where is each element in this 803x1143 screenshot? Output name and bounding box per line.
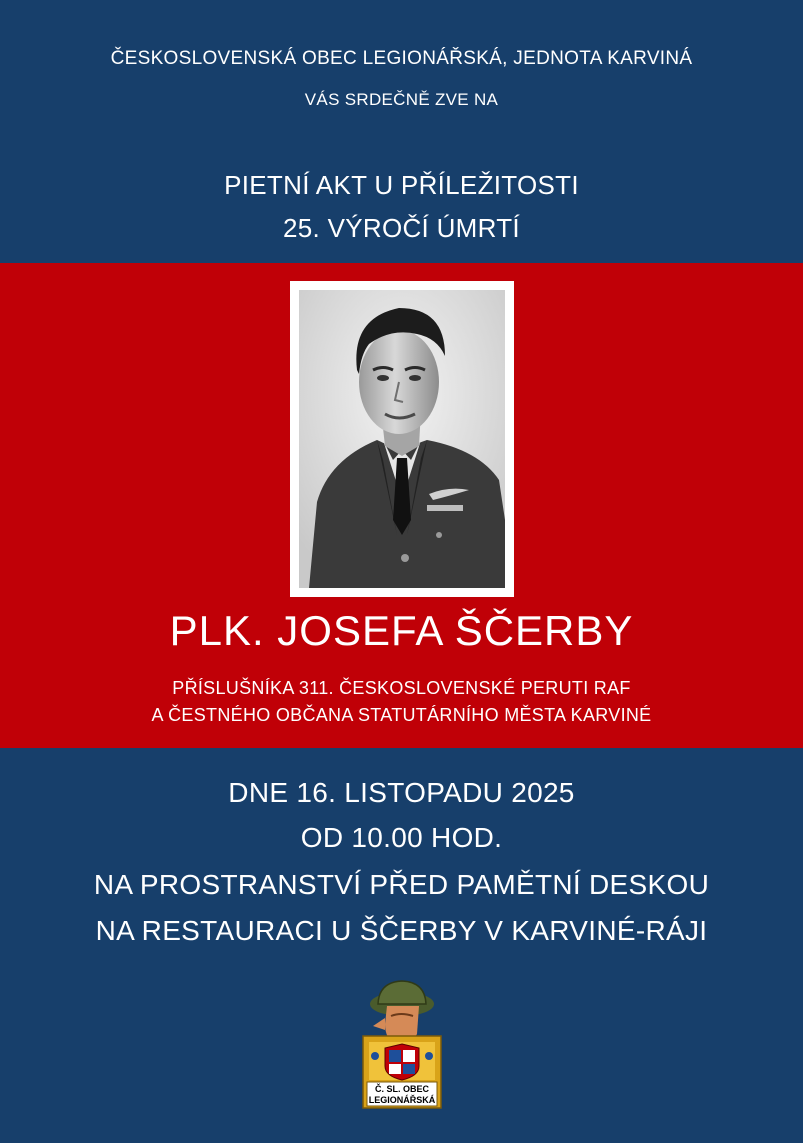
legion-emblem-icon xyxy=(361,978,443,1110)
logo-text-line1: Č. SL. OBEC xyxy=(374,1084,430,1094)
event-date: DNE 16. LISTOPADU 2025 xyxy=(228,777,575,808)
event-title-line2: 25. VÝROČÍ ÚMRTÍ xyxy=(283,213,520,243)
logo-text-line2: LEGIONÁŘSKÁ xyxy=(368,1095,436,1105)
portrait-frame xyxy=(290,281,514,597)
invitation-text: VÁS SRDEČNĚ ZVE NA xyxy=(304,90,499,109)
event-time: OD 10.00 HOD. xyxy=(300,822,503,853)
event-place-line1: NA PROSTRANSTVÍ PŘED PAMĚTNÍ DESKOU xyxy=(93,869,710,900)
portrait-photo xyxy=(299,290,505,588)
event-place-line2: NA RESTAURACI U ŠČERBY V KARVINÉ-RÁJI xyxy=(95,915,708,946)
organization-name: ČESKOSLOVENSKÁ OBEC LEGIONÁŘSKÁ, JEDNOTA KARVINÁ xyxy=(110,48,693,69)
honoree-role-line1: PŘÍSLUŠNÍKA 311. ČESKOSLOVENSKÉ PERUTI RAF xyxy=(172,678,631,698)
event-title-line1: PIETNÍ AKT U PŘÍLEŽITOSTI xyxy=(224,170,579,200)
honoree-role-line2: A ČESTNÉHO OBČANA STATUTÁRNÍHO MĚSTA KARVINÉ xyxy=(151,705,652,725)
honoree-name: PLK. JOSEFA ŠČERBY xyxy=(169,607,634,654)
